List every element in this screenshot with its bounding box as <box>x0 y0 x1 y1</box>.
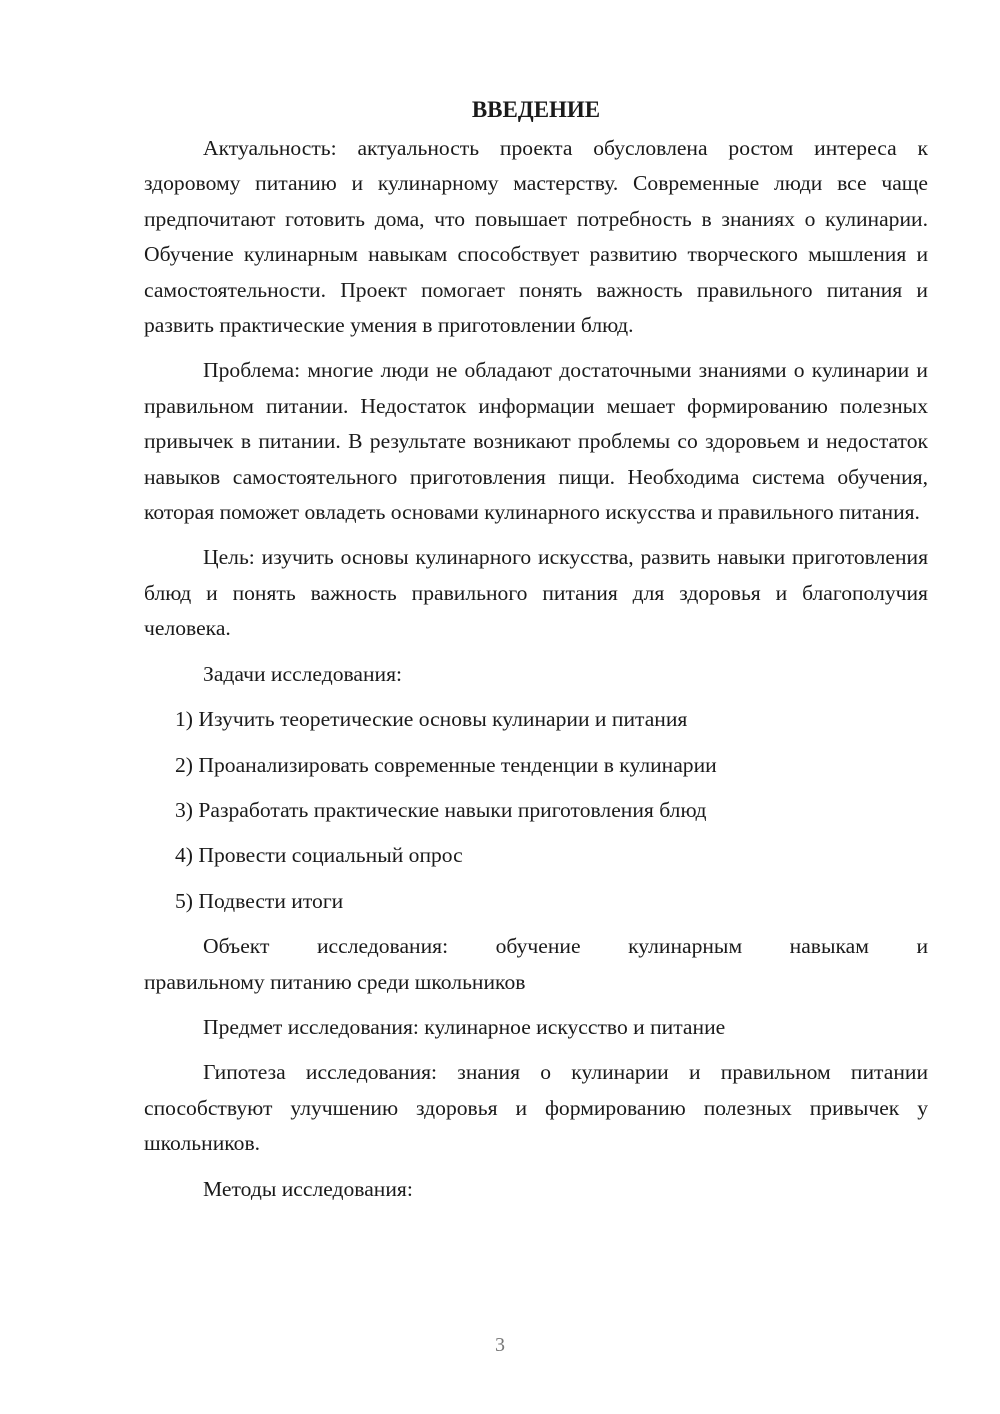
tasks-heading: Задачи исследования: <box>203 661 403 686</box>
document-page <box>144 92 928 1217</box>
list-item: 5) Подвести итоги <box>175 888 344 913</box>
hypothesis-paragraph: Гипотеза исследования: знания о кулинарии и правильном питании способствуют улучшению здоровья и формированию полезных привычек у школьников. <box>144 1060 928 1156</box>
tasks-list <box>144 702 928 919</box>
problem-paragraph: Проблема: многие люди не обладают достаточными знаниями о кулинарии и правильном питании. Недостаток информации мешает формированию полезных привычек в питании. В результате возникают проблемы со здоровьем и недостаток навыков самостоятельного приготовления пищи. Необходима система обучения, которая поможет овладеть основами кулинарного искусства и правильного питания. <box>144 358 928 525</box>
object-paragraph <box>144 929 928 1000</box>
list-item: 4) Провести социальный опрос <box>175 843 463 868</box>
list-item: 2) Проанализировать современные тенденции в кулинарии <box>175 752 717 777</box>
page-number: 3 <box>495 1334 505 1356</box>
object-line-1: Объект исследования: обучение кулинарным навыкам и <box>203 934 928 959</box>
relevance-paragraph: Актуальность: актуальность проекта обусловлена ростом интереса к здоровому питанию и кулинарному мастерству. Современные люди все чаще предпочитают готовить дома, что повышает потребность в знаниях о кулинарии. Обучение кулинарным навыкам способствует развитию творческого мышления и самостоятельности. Проект помогает понять важность правильного питания и развить практические умения в приготовлении блюд. <box>144 136 928 338</box>
list-item: 1) Изучить теоретические основы кулинарии и питания <box>175 707 688 732</box>
object-line-2: правильному питанию среди школьников <box>144 969 526 994</box>
list-item: 3) Разработать практические навыки приготовления блюд <box>175 797 707 822</box>
page-title: ВВЕДЕНИЕ <box>471 97 601 122</box>
subject-paragraph: Предмет исследования: кулинарное искусство и питание <box>203 1014 726 1039</box>
goal-paragraph: Цель: изучить основы кулинарного искусства, развить навыки приготовления блюд и понять важность правильного питания для здоровья и благополучия человека. <box>144 545 928 641</box>
methods-heading: Методы исследования: <box>203 1176 413 1201</box>
